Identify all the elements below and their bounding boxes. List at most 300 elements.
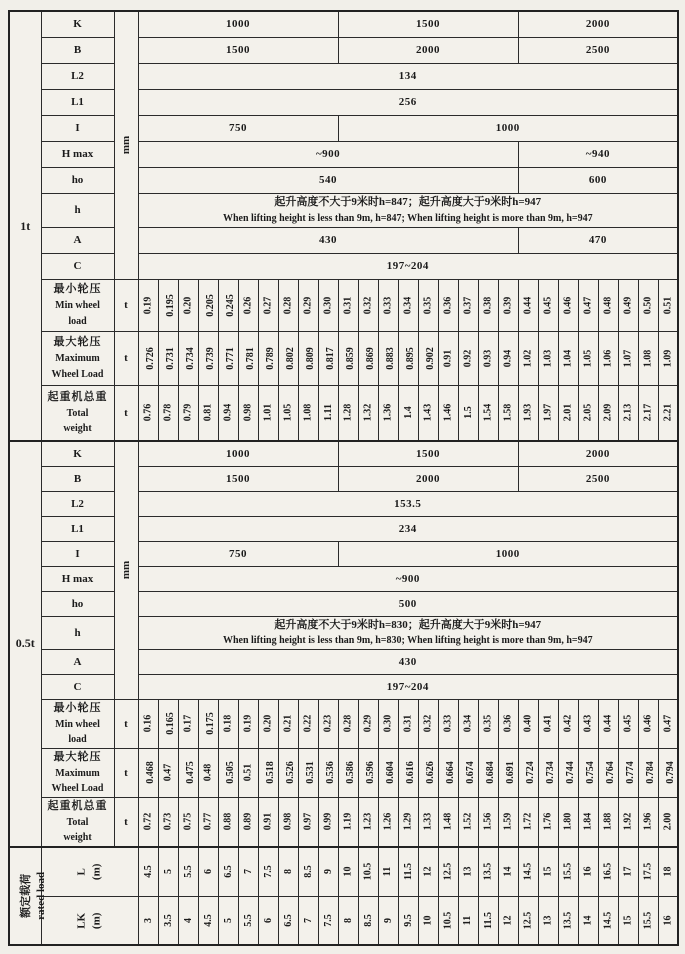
- dim-value: 1000: [138, 441, 338, 466]
- value-text: 1.93: [522, 404, 534, 422]
- crane-spec-table: [8, 10, 679, 946]
- value-text: 1.08: [302, 404, 314, 422]
- value-text: 8: [342, 917, 354, 923]
- param-label: ho: [41, 591, 114, 616]
- value-text: 13: [542, 915, 554, 926]
- value-text: 0.802: [284, 346, 296, 370]
- value-cell: [478, 385, 498, 441]
- value-cell: [578, 797, 598, 847]
- value-cell: [638, 699, 658, 748]
- value-text: 1.5: [462, 406, 474, 419]
- value-cell: [658, 897, 678, 945]
- value-text: 0.89: [242, 812, 254, 831]
- dim-value: 1500: [338, 11, 518, 37]
- value-cell: [178, 279, 198, 331]
- dim-value: 2000: [518, 11, 678, 37]
- value-text: 0.536: [324, 761, 336, 784]
- value-text: 0.604: [384, 761, 396, 784]
- value-text: 0.36: [502, 714, 514, 733]
- dim-value: 600: [518, 167, 678, 193]
- value-text: 10.5: [362, 863, 374, 881]
- value-cell: [418, 279, 438, 331]
- value-cell: [298, 797, 318, 847]
- value-cell: [418, 797, 438, 847]
- value-cell: [458, 385, 478, 441]
- value-cell: [278, 331, 298, 385]
- load-label-line: 最大轮压: [53, 750, 102, 763]
- span-row-l: [9, 847, 678, 897]
- value-cell: [318, 699, 338, 748]
- value-cell: [598, 331, 618, 385]
- value-text: 0.76: [142, 404, 154, 422]
- value-cell: [658, 748, 678, 797]
- dim-value: 470: [518, 227, 678, 253]
- value-text: 14.5: [522, 863, 534, 881]
- value-cell: [198, 331, 218, 385]
- value-text: 0.895: [404, 346, 416, 370]
- value-text: 0.684: [484, 761, 496, 784]
- param-label: L2: [41, 491, 114, 516]
- dim-row-a: [9, 649, 678, 674]
- value-cell: [338, 797, 358, 847]
- value-text: 1.19: [342, 812, 354, 831]
- value-text: 0.468: [144, 761, 156, 784]
- value-cell: [138, 699, 158, 748]
- value-cell: [258, 279, 278, 331]
- value-text: 14: [502, 866, 514, 877]
- value-text: 0.51: [242, 763, 254, 782]
- value-cell: [238, 279, 258, 331]
- value-cell: [198, 748, 218, 797]
- dim-value: 500: [138, 591, 678, 616]
- value-cell: [658, 279, 678, 331]
- value-text: 11.5: [402, 863, 414, 881]
- table-body: [9, 11, 678, 945]
- note-line-en: When lifting height is less than 9m, h=830; When lifting height is more than 9m, h=947: [222, 635, 593, 647]
- value-cell: [618, 748, 638, 797]
- value-text: 6.5: [222, 865, 234, 879]
- value-cell: [418, 699, 438, 748]
- value-cell: [218, 897, 238, 945]
- value-cell: [338, 847, 358, 897]
- value-cell: [538, 897, 558, 945]
- dim-row-hmax: [9, 141, 678, 167]
- value-text: 0.724: [524, 761, 536, 784]
- value-cell: [478, 748, 498, 797]
- value-cell: [338, 385, 358, 441]
- value-cell: [278, 897, 298, 945]
- value-cell: [458, 331, 478, 385]
- dim-value: 197~204: [138, 253, 678, 279]
- dim-row-c: [9, 674, 678, 699]
- value-text: 11: [382, 867, 394, 877]
- value-cell: [398, 797, 418, 847]
- value-cell: [318, 279, 338, 331]
- value-text: 18: [662, 866, 674, 877]
- value-text: 0.869: [364, 346, 376, 370]
- param-label: H max: [41, 566, 114, 591]
- param-label: h: [41, 616, 114, 649]
- value-text: 1.01: [262, 404, 274, 422]
- value-text: 4: [182, 917, 194, 923]
- load-unit-cell: t: [114, 699, 138, 748]
- value-text: 0.18: [222, 714, 234, 733]
- value-cell: [258, 897, 278, 945]
- value-cell: [578, 847, 598, 897]
- value-text: 0.36: [442, 296, 454, 314]
- value-text: 2.05: [582, 404, 594, 422]
- value-cell: [238, 897, 258, 945]
- dim-row-l1: [9, 516, 678, 541]
- dim-row-c: [9, 253, 678, 279]
- value-text: 0.47: [582, 296, 594, 314]
- value-cell: [438, 748, 458, 797]
- value-text: 0.99: [322, 812, 334, 831]
- value-text: 0.93: [482, 349, 494, 367]
- value-text: 1.72: [522, 812, 534, 831]
- dim-row-b: [9, 37, 678, 63]
- value-cell: [638, 279, 658, 331]
- value-cell: [398, 385, 418, 441]
- value-text: 0.32: [362, 296, 374, 314]
- value-cell: [418, 847, 438, 897]
- value-text: 8.5: [362, 914, 374, 927]
- value-cell: [598, 385, 618, 441]
- value-text: 6: [262, 917, 274, 923]
- dim-value: 2000: [338, 37, 518, 63]
- value-text: 0.17: [182, 714, 194, 733]
- value-cell: [138, 897, 158, 945]
- value-cell: [518, 748, 538, 797]
- value-text: 0.505: [224, 761, 236, 784]
- span-label-line: (m): [90, 863, 103, 881]
- load-unit-cell: t: [114, 748, 138, 797]
- value-text: 0.98: [282, 812, 294, 831]
- value-cell: [358, 331, 378, 385]
- value-text: 1.80: [562, 812, 574, 831]
- value-cell: [558, 897, 578, 945]
- value-text: 0.29: [302, 296, 314, 314]
- value-cell: [138, 385, 158, 441]
- param-label: C: [41, 674, 114, 699]
- value-cell: [138, 847, 158, 897]
- value-cell: [218, 797, 238, 847]
- value-text: 0.81: [202, 404, 214, 422]
- lifting-height-note: [138, 616, 678, 649]
- value-text: 1.23: [362, 812, 374, 831]
- value-text: 3: [142, 917, 154, 923]
- load-label-line: 起重机总重: [47, 390, 108, 403]
- rated-load-label-line: rated load: [34, 871, 47, 920]
- param-label: H max: [41, 141, 114, 167]
- value-text: 0.47: [162, 763, 174, 782]
- value-cell: [198, 279, 218, 331]
- value-text: 0.43: [582, 714, 594, 733]
- value-cell: [498, 748, 518, 797]
- value-text: 3.5: [162, 914, 174, 927]
- value-text: 0.94: [222, 404, 234, 422]
- value-cell: [158, 699, 178, 748]
- value-text: 0.37: [462, 296, 474, 314]
- value-text: 0.754: [584, 761, 596, 784]
- value-cell: [618, 797, 638, 847]
- dim-value: 750: [138, 115, 338, 141]
- load-unit-cell: t: [114, 331, 138, 385]
- value-text: 7.5: [262, 865, 274, 879]
- value-text: 2.09: [602, 404, 614, 422]
- value-cell: [458, 897, 478, 945]
- load-label-line: 最大轮压: [53, 335, 102, 348]
- value-text: 0.41: [542, 714, 554, 733]
- param-label: L2: [41, 63, 114, 89]
- value-cell: [538, 279, 558, 331]
- value-cell: [278, 797, 298, 847]
- value-cell: [238, 331, 258, 385]
- value-text: 0.42: [562, 714, 574, 733]
- value-cell: [318, 385, 338, 441]
- value-cell: [478, 847, 498, 897]
- value-cell: [218, 699, 238, 748]
- value-cell: [638, 847, 658, 897]
- value-cell: [458, 797, 478, 847]
- value-text: 1.84: [582, 812, 594, 831]
- value-text: 8: [282, 869, 294, 875]
- value-cell: [358, 699, 378, 748]
- value-cell: [658, 797, 678, 847]
- value-text: 0.781: [244, 346, 256, 370]
- value-text: 0.205: [204, 293, 216, 317]
- value-text: 0.30: [322, 296, 334, 314]
- load-label-line: Maximum: [55, 353, 100, 365]
- value-cell: [378, 699, 398, 748]
- load-label-line: Total: [66, 816, 89, 828]
- load-label: [41, 331, 114, 385]
- value-text: 1.08: [642, 349, 654, 367]
- param-label: I: [41, 115, 114, 141]
- value-text: 14.5: [602, 911, 614, 930]
- value-cell: [538, 847, 558, 897]
- load-label: [41, 699, 114, 748]
- param-label: B: [41, 466, 114, 491]
- dim-value: 134: [138, 63, 678, 89]
- value-cell: [598, 748, 618, 797]
- dim-value: 1500: [138, 37, 338, 63]
- value-cell: [238, 797, 258, 847]
- value-cell: [258, 331, 278, 385]
- value-text: 1.04: [562, 349, 574, 367]
- value-cell: [538, 385, 558, 441]
- value-cell: [658, 331, 678, 385]
- value-text: 0.531: [304, 761, 316, 784]
- value-cell: [158, 748, 178, 797]
- load-label-line: Min wheel: [55, 300, 100, 312]
- dim-row-hmax: [9, 566, 678, 591]
- value-text: 0.809: [304, 346, 316, 370]
- value-text: 1.11: [322, 404, 334, 422]
- value-cell: [578, 897, 598, 945]
- value-text: 0.19: [242, 714, 254, 733]
- value-text: 0.73: [162, 812, 174, 831]
- value-text: 2.21: [662, 404, 674, 422]
- value-cell: [578, 699, 598, 748]
- value-cell: [518, 279, 538, 331]
- value-cell: [418, 331, 438, 385]
- dim-value: 1500: [138, 466, 338, 491]
- value-cell: [498, 699, 518, 748]
- value-text: 0.30: [382, 714, 394, 733]
- value-text: 1.02: [522, 349, 534, 367]
- value-text: 0.664: [444, 761, 456, 784]
- value-text: 0.44: [602, 714, 614, 733]
- value-cell: [578, 385, 598, 441]
- value-cell: [598, 797, 618, 847]
- value-text: 13: [462, 866, 474, 877]
- value-cell: [478, 699, 498, 748]
- value-cell: [458, 699, 478, 748]
- value-text: 0.75: [182, 812, 194, 831]
- value-cell: [158, 897, 178, 945]
- value-cell: [358, 279, 378, 331]
- value-text: 1.56: [482, 812, 494, 831]
- dim-value: 430: [138, 649, 678, 674]
- value-text: 0.28: [342, 714, 354, 733]
- value-cell: [498, 279, 518, 331]
- value-cell: [418, 385, 438, 441]
- value-text: 12.5: [522, 911, 534, 930]
- value-cell: [318, 897, 338, 945]
- load-row: [9, 331, 678, 385]
- value-cell: [658, 847, 678, 897]
- span-row-lk: [9, 897, 678, 945]
- value-cell: [198, 897, 218, 945]
- value-cell: [178, 797, 198, 847]
- value-cell: [198, 385, 218, 441]
- value-text: 1.26: [382, 812, 394, 831]
- value-text: 1.59: [502, 812, 514, 831]
- value-cell: [478, 897, 498, 945]
- value-text: 16: [662, 915, 674, 926]
- value-cell: [378, 385, 398, 441]
- value-text: 1.96: [642, 812, 654, 831]
- value-text: 0.20: [262, 714, 274, 733]
- value-cell: [138, 279, 158, 331]
- value-cell: [178, 385, 198, 441]
- value-cell: [558, 748, 578, 797]
- value-text: 10: [422, 915, 434, 926]
- value-cell: [378, 279, 398, 331]
- load-label: [41, 797, 114, 847]
- dim-value: 234: [138, 516, 678, 541]
- value-cell: [438, 385, 458, 441]
- value-text: 0.739: [204, 346, 216, 370]
- value-cell: [558, 699, 578, 748]
- value-cell: [338, 897, 358, 945]
- value-text: 0.49: [622, 296, 634, 314]
- value-cell: [618, 847, 638, 897]
- value-text: 0.91: [442, 349, 454, 367]
- value-text: 1.48: [442, 812, 454, 831]
- dim-row-l2: [9, 491, 678, 516]
- value-cell: [258, 748, 278, 797]
- value-text: 0.771: [224, 346, 236, 370]
- dim-value: 1000: [138, 11, 338, 37]
- dim-row-l1: [9, 89, 678, 115]
- value-cell: [558, 279, 578, 331]
- value-cell: [158, 331, 178, 385]
- value-text: 1.46: [442, 404, 454, 422]
- value-cell: [358, 748, 378, 797]
- value-text: 1.32: [362, 404, 374, 422]
- value-cell: [518, 797, 538, 847]
- param-label: K: [41, 11, 114, 37]
- rated-load-group-label: [9, 847, 47, 945]
- value-cell: [338, 748, 358, 797]
- dim-row-k: [9, 11, 678, 37]
- value-cell: [558, 847, 578, 897]
- span-label-line: (m): [90, 912, 103, 929]
- load-label-line: weight: [63, 423, 92, 435]
- group-label-0.5t: 0.5t: [9, 441, 41, 847]
- rated-load-label-block: [19, 872, 49, 920]
- param-label: I: [41, 541, 114, 566]
- value-cell: [638, 748, 658, 797]
- load-label: [41, 385, 114, 441]
- dim-value: 2500: [518, 37, 678, 63]
- value-cell: [438, 797, 458, 847]
- dim-row-ho: [9, 167, 678, 193]
- value-cell: [158, 847, 178, 897]
- value-text: 1.58: [502, 404, 514, 422]
- value-cell: [418, 897, 438, 945]
- value-cell: [238, 748, 258, 797]
- value-cell: [578, 279, 598, 331]
- value-text: 5: [222, 917, 234, 923]
- value-cell: [178, 748, 198, 797]
- value-cell: [538, 699, 558, 748]
- value-cell: [458, 847, 478, 897]
- value-cell: [218, 331, 238, 385]
- value-text: 0.35: [422, 296, 434, 314]
- value-cell: [518, 699, 538, 748]
- value-text: 0.586: [344, 761, 356, 784]
- value-cell: [658, 385, 678, 441]
- value-text: 17.5: [642, 863, 654, 881]
- param-label: C: [41, 253, 114, 279]
- value-text: 16: [582, 866, 594, 877]
- value-text: 7: [302, 917, 314, 923]
- value-cell: [658, 699, 678, 748]
- value-text: 0.794: [664, 761, 676, 784]
- value-text: 0.48: [202, 763, 214, 782]
- param-label: L1: [41, 516, 114, 541]
- value-text: 4.5: [202, 914, 214, 927]
- value-text: 0.40: [522, 714, 534, 733]
- dim-value: 256: [138, 89, 678, 115]
- value-cell: [558, 797, 578, 847]
- value-cell: [518, 385, 538, 441]
- value-cell: [318, 748, 338, 797]
- value-cell: [558, 385, 578, 441]
- dim-row-ho: [9, 591, 678, 616]
- dim-unit-cell: [114, 11, 138, 279]
- value-text: 0.34: [462, 714, 474, 733]
- value-text: 1.88: [602, 812, 614, 831]
- dim-row-l2: [9, 63, 678, 89]
- dim-value: 2000: [518, 441, 678, 466]
- value-text: 0.79: [182, 404, 194, 422]
- value-cell: [498, 847, 518, 897]
- value-text: 0.38: [482, 296, 494, 314]
